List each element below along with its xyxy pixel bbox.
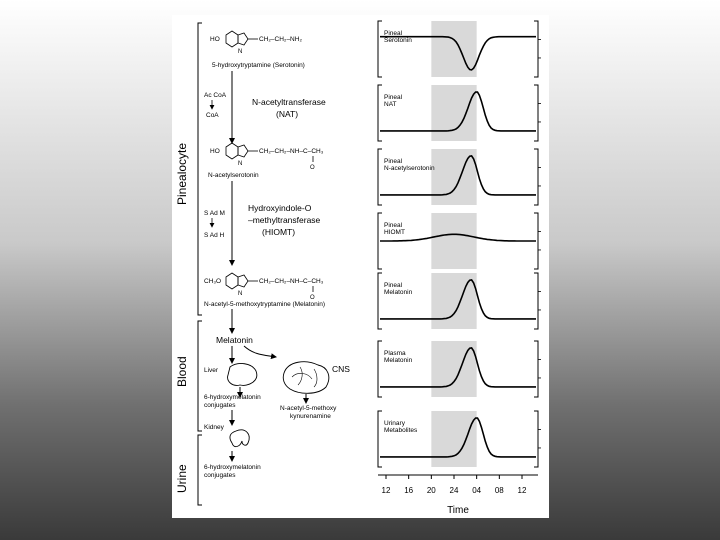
panel-left-axis <box>378 149 382 205</box>
conj-line2: conjugates <box>204 402 236 409</box>
night-shading <box>431 149 476 205</box>
night-shading <box>431 411 476 467</box>
panel-label: Pineal <box>384 30 403 37</box>
panel-label: NAT <box>384 101 397 108</box>
section-label-blood: Blood <box>175 356 189 387</box>
nas-ring-n: N <box>238 161 243 167</box>
nas-chain: CH₂–CH₂–NH–C–CH₃ <box>259 148 324 155</box>
tick-label: 08 <box>494 486 504 495</box>
tick-label: 12 <box>517 486 527 495</box>
pineal-pathway-figure <box>172 15 549 518</box>
serotonin-pyrrole-ring <box>238 33 248 45</box>
panel-label: HIOMT <box>384 229 405 236</box>
panel-right-axis <box>534 341 538 397</box>
bracket-urine <box>198 435 202 505</box>
tick-label: 12 <box>381 486 391 495</box>
panel-right-axis <box>534 411 538 467</box>
panel-left-axis <box>378 85 382 141</box>
serotonin-benzene-ring <box>226 31 238 47</box>
night-shading <box>431 273 476 329</box>
section-brackets <box>198 23 202 505</box>
section-labels <box>175 143 189 493</box>
melatonin-ring-n: N <box>238 291 243 297</box>
nat-cofactor <box>204 92 227 119</box>
panel-right-axis <box>534 21 538 77</box>
bracket-pinealocyte <box>198 23 202 315</box>
urine-line2: conjugates <box>204 472 236 479</box>
panel-left-axis <box>378 341 382 397</box>
cofactor-sam: S Ad M <box>204 210 225 217</box>
x-axis <box>382 486 527 516</box>
enzyme-hiomt-abbr: (HIOMT) <box>262 227 296 237</box>
panel-label: Metabolites <box>384 427 418 434</box>
panel-label: Pineal <box>384 158 403 165</box>
melatonin-name: N-acetyl-5-methoxytryptamine (Melatonin) <box>204 301 326 308</box>
enzyme-nat-abbr: (NAT) <box>276 109 299 119</box>
panel-left-axis <box>378 411 382 467</box>
kynu-line2: kynurenamine <box>290 413 331 420</box>
tick-label: 20 <box>426 486 436 495</box>
bracket-blood <box>198 321 202 431</box>
nas-carbonyl-o: O <box>310 165 315 171</box>
panel-label: N-acetylserotonin <box>384 165 435 172</box>
x-axis-title: Time <box>447 505 469 516</box>
panel-label: Urinary <box>384 420 405 427</box>
hiomt-cofactor <box>204 210 225 239</box>
panel-left-axis <box>378 273 382 329</box>
night-shading <box>431 341 476 397</box>
panel-label: Pineal <box>384 94 403 101</box>
panel-right-axis <box>534 85 538 141</box>
tick-label: 24 <box>449 486 459 495</box>
kynu-line1: N-acetyl-5-methoxy <box>280 405 337 412</box>
panel-label: Plasma <box>384 350 406 357</box>
urine-line1: 6-hydroxymelatonin <box>204 464 261 471</box>
panel-right-axis <box>534 149 538 205</box>
serotonin-ring-n: N <box>238 49 243 55</box>
kidney-label: Kidney <box>204 424 224 431</box>
panel-label: Melatonin <box>384 357 413 364</box>
figure-svg <box>172 15 549 518</box>
panel-label: Pineal <box>384 282 403 289</box>
time-course-chart <box>378 21 541 479</box>
melatonin-structure <box>204 273 325 308</box>
tick-label: 04 <box>472 486 482 495</box>
section-label-pinealocyte: Pinealocyte <box>175 142 189 205</box>
nas-ring-sub: HO <box>210 148 220 155</box>
panel-label: Melatonin <box>384 289 413 296</box>
cns-label: CNS <box>332 364 350 374</box>
section-label-urine: Urine <box>175 464 189 493</box>
arrow-melatonin-to-cns <box>244 346 276 357</box>
tick-label: 16 <box>404 486 414 495</box>
cofactor-sah: S Ad H <box>204 232 225 239</box>
brain-drawing <box>283 362 329 394</box>
night-shading <box>431 85 476 141</box>
serotonin-structure <box>210 31 305 69</box>
enzyme-hiomt-line2: –methyltransferase <box>248 215 321 225</box>
panel-right-axis <box>534 273 538 329</box>
panel-label: Serotonin <box>384 37 412 44</box>
melatonin-carbonyl-o: O <box>310 295 315 301</box>
nas-structure <box>208 143 324 179</box>
night-shading <box>431 213 476 269</box>
blood-melatonin-label: Melatonin <box>216 335 253 345</box>
kidney-drawing <box>230 430 249 447</box>
enzyme-nat-name: N-acetyltransferase <box>252 97 326 107</box>
liver-label: Liver <box>204 367 219 374</box>
cofactor-coa: CoA <box>206 112 219 119</box>
enzyme-hiomt-line1: Hydroxyindole-O <box>248 203 312 213</box>
melatonin-chain: CH₂–CH₂–NH–C–CH₃ <box>259 278 324 285</box>
panel-left-axis <box>378 21 382 77</box>
serotonin-chain: CH₂–CH₂–NH₂ <box>259 36 302 43</box>
serotonin-ring-sub: HO <box>210 36 220 43</box>
serotonin-name: 5-hydroxytryptamine (Serotonin) <box>212 62 305 69</box>
liver-drawing <box>228 364 257 386</box>
cofactor-acetyl-coa: Ac CoA <box>204 92 227 99</box>
panel-label: Pineal <box>384 222 403 229</box>
conj-line1: 6-hydroxymelatonin <box>204 394 261 401</box>
melatonin-ring-sub: CH₃O <box>204 278 222 285</box>
nas-name: N-acetylserotonin <box>208 172 259 179</box>
